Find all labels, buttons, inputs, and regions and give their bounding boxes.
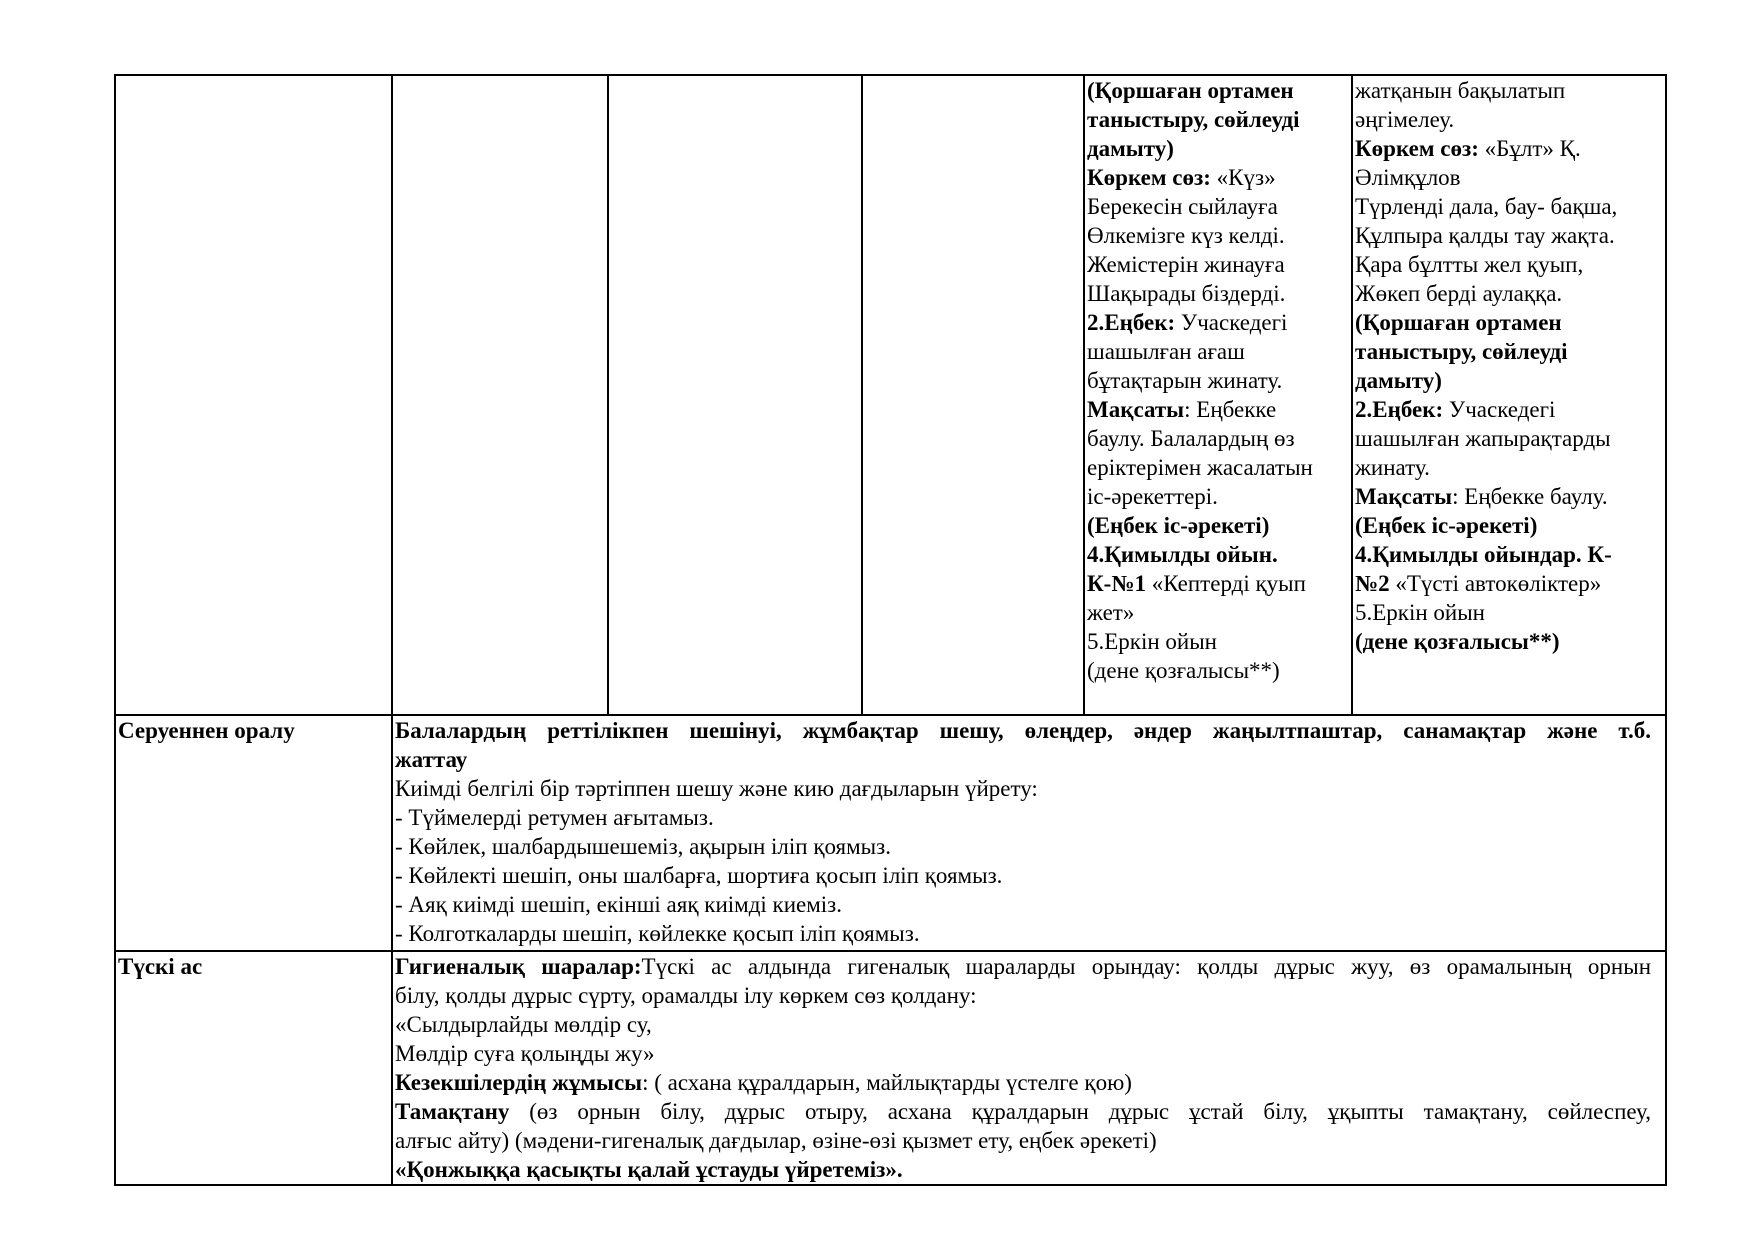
bold-text: Балалардың реттілікпен шешінуі, жұмбақтар шешу, өлеңдер, әндер жаңылтпаштар, санамақтар және т.б.	[395, 718, 1651, 743]
text: Учаскедегі	[1175, 310, 1288, 335]
text-line	[1355, 627, 1663, 656]
text-line	[1355, 221, 1663, 250]
text-line	[1087, 511, 1349, 540]
text-line	[395, 716, 1651, 745]
text-line	[1087, 627, 1349, 656]
walk-activities-row	[115, 75, 1666, 715]
text: еріктерімен жасалатын	[1087, 455, 1313, 480]
text-line	[395, 1010, 1651, 1039]
text: Қара бұлтты жел қуып,	[1355, 252, 1584, 277]
text-line	[1087, 250, 1349, 279]
text-line	[1355, 395, 1663, 424]
bold-text: (Қоршаған ортамен	[1087, 78, 1294, 103]
text: Әлімқұлов	[1355, 165, 1461, 190]
lunch-label: Түскі ас	[118, 954, 203, 979]
bold-text: (дене қозғалысы**)	[1355, 629, 1560, 654]
text: : Еңбекке баулу.	[1452, 484, 1608, 509]
text: - Аяқ киімді шешіп, екінші аяқ киімді киеміз.	[395, 892, 843, 917]
text-line	[1355, 366, 1663, 395]
text-line	[1087, 134, 1349, 163]
bold-text: дамыту)	[1355, 368, 1442, 393]
text-line	[1355, 76, 1663, 105]
text-line	[1087, 163, 1349, 192]
daily-plan-table	[114, 74, 1667, 1186]
text: «Түсті автокөліктер»	[1389, 571, 1602, 596]
text: Түскі ас алдында гигеналық шараларды орындау: қолды дұрыс жуу, өз орамалының орнын	[641, 954, 1652, 979]
text: - Көйлекті шешіп, оны шалбарға, шортиға қосып іліп қоямыз.	[395, 863, 1003, 888]
text: Жемістерін жинауға	[1087, 252, 1285, 277]
text: іс-әрекеттері.	[1087, 484, 1218, 509]
text: «Бұлт» Қ.	[1478, 136, 1581, 161]
text-line	[1087, 105, 1349, 134]
text: жатқанын бақылатып	[1355, 78, 1566, 103]
text-line	[1355, 598, 1663, 627]
text: - Колготкаларды шешіп, көйлекке қосып іліп қоямыз.	[395, 921, 920, 946]
text-line	[395, 774, 1651, 803]
text: «Сылдырлайды мөлдір су,	[395, 1012, 652, 1037]
text: Жөкеп берді аулаққа.	[1355, 281, 1563, 306]
text: білу, қолды дұрыс сүрту, орамалды ілу көркем сөз қолдану:	[395, 983, 977, 1008]
bold-text: №2	[1355, 571, 1390, 596]
wednesday-cell-empty	[862, 75, 1084, 715]
row-label	[115, 715, 392, 951]
text-line	[1087, 279, 1349, 308]
text-line	[1355, 134, 1663, 163]
text-line	[395, 981, 1651, 1010]
text-line	[1087, 308, 1349, 337]
bold-text: таныстыру, сөйлеуді	[1087, 107, 1300, 132]
text: шашылған жапырақтарды	[1355, 426, 1611, 451]
text: Құлпыра қалды тау жақта.	[1355, 223, 1615, 248]
text-line	[1087, 76, 1349, 105]
bold-text: 4.Қимылды ойындар. К-	[1355, 542, 1612, 567]
text-line	[1087, 656, 1349, 685]
text-line	[1355, 482, 1663, 511]
text: алғыс айту) (мәдени-гигеналық дағдылар, өзіне-өзі қызмет ету, еңбек әрекеті)	[395, 1128, 1157, 1153]
text-line	[395, 803, 1651, 832]
bold-text: Көркем сөз:	[1087, 165, 1211, 190]
text-line	[1355, 308, 1663, 337]
monday-cell-empty	[392, 75, 608, 715]
text-line	[395, 1155, 1651, 1184]
text: баулу. Балалардың өз	[1087, 426, 1295, 451]
return-from-walk-row	[115, 715, 1666, 951]
bold-text: Мақсаты	[1087, 397, 1185, 422]
text: Учаскедегі	[1443, 397, 1556, 422]
text: : Еңбекке	[1184, 397, 1277, 422]
text-line	[1355, 279, 1663, 308]
text: бұтақтарын жинату.	[1087, 368, 1283, 393]
friday-walk-cell	[1352, 75, 1666, 715]
bold-text: таныстыру, сөйлеуді	[1355, 339, 1568, 364]
bold-text: Мақсаты	[1355, 484, 1453, 509]
text-line	[1355, 192, 1663, 221]
text: Түрленді дала, бау- бақша,	[1355, 194, 1618, 219]
text-line	[1355, 105, 1663, 134]
text: жет»	[1087, 600, 1135, 625]
text-line	[1087, 395, 1349, 424]
bold-text: Кезекшілердің жұмысы	[395, 1070, 643, 1095]
bold-text: Гигиеналық шаралар:	[395, 954, 642, 979]
text: (дене қозғалысы**)	[1087, 658, 1280, 683]
text-line	[1087, 453, 1349, 482]
text-line	[1087, 598, 1349, 627]
text: Шақырады біздерді.	[1087, 281, 1286, 306]
text-line	[1087, 424, 1349, 453]
text: : ( асхана құралдарын, майлықтарды үстелге қою)	[642, 1070, 1132, 1095]
row-label-cell-empty	[115, 75, 392, 715]
text-line	[395, 1126, 1651, 1155]
text: «Кептерді қуып	[1145, 571, 1306, 596]
text: Берекесін сыйлауға	[1087, 194, 1278, 219]
text: Өлкемізге күз келді.	[1087, 223, 1285, 248]
return-from-walk-label: Серуеннен оралу	[118, 718, 295, 743]
tuesday-cell-empty	[608, 75, 862, 715]
bold-text: дамыту)	[1087, 136, 1174, 161]
text-line	[1087, 192, 1349, 221]
text: (өз орнын білу, дұрыс отыру, асхана құралдарын дұрыс ұстай білу, ұқыпты тамақтану, сөйлеспеу,	[509, 1099, 1651, 1124]
row-label	[115, 951, 392, 1185]
bold-text: 2.Еңбек:	[1087, 310, 1176, 335]
text: 5.Еркін ойын	[1355, 600, 1485, 625]
thursday-walk-cell	[1084, 75, 1352, 715]
bold-text: 2.Еңбек:	[1355, 397, 1444, 422]
text: 5.Еркін ойын	[1087, 629, 1217, 654]
text-line	[395, 952, 1651, 981]
text-line	[1087, 366, 1349, 395]
text: Киімді белгілі бір тәртіппен шешу және кию дағдыларын үйрету:	[395, 776, 1038, 801]
text-line	[395, 861, 1651, 890]
text: - Көйлек, шалбардышешеміз, ақырын іліп қоямыз.	[395, 834, 891, 859]
bold-text: (Еңбек іс-әрекеті)	[1087, 513, 1270, 538]
text: жинату.	[1355, 455, 1430, 480]
text-line	[395, 1068, 1651, 1097]
bold-text: жаттау	[395, 747, 468, 772]
text-line	[1087, 569, 1349, 598]
text-line	[395, 890, 1651, 919]
text-line	[1355, 453, 1663, 482]
return-from-walk-content	[392, 715, 1666, 951]
text: шашылған ағаш	[1087, 339, 1245, 364]
bold-text: «Қонжыққа қасықты қалай ұстауды үйретеміз».	[395, 1157, 903, 1182]
text-line	[1355, 424, 1663, 453]
text-line	[1087, 221, 1349, 250]
text: Мөлдір суға қолыңды жу»	[395, 1041, 655, 1066]
lunch-row	[115, 951, 1666, 1185]
text-line	[395, 832, 1651, 861]
bold-text: Көркем сөз:	[1355, 136, 1479, 161]
text-line	[1355, 540, 1663, 569]
text-line	[1355, 337, 1663, 366]
text-line	[395, 919, 1651, 948]
text: «Күз»	[1210, 165, 1276, 190]
text-line	[395, 745, 1651, 774]
bold-text: К-№1	[1087, 571, 1146, 596]
text-line	[1087, 337, 1349, 366]
text-line	[1087, 482, 1349, 511]
text-line	[395, 1039, 1651, 1068]
text-line	[1355, 569, 1663, 598]
bold-text: 4.Қимылды ойын.	[1087, 542, 1278, 567]
text-line	[1355, 511, 1663, 540]
bold-text: Тамақтану	[395, 1099, 510, 1124]
lunch-content	[392, 951, 1666, 1185]
text-line	[395, 1097, 1651, 1126]
text-line	[1087, 540, 1349, 569]
text: әңгімелеу.	[1355, 107, 1455, 132]
text-line	[1355, 163, 1663, 192]
bold-text: (Қоршаған ортамен	[1355, 310, 1562, 335]
bold-text: (Еңбек іс-әрекеті)	[1355, 513, 1538, 538]
text-line	[1355, 250, 1663, 279]
text: - Түймелерді ретумен ағытамыз.	[395, 805, 714, 830]
